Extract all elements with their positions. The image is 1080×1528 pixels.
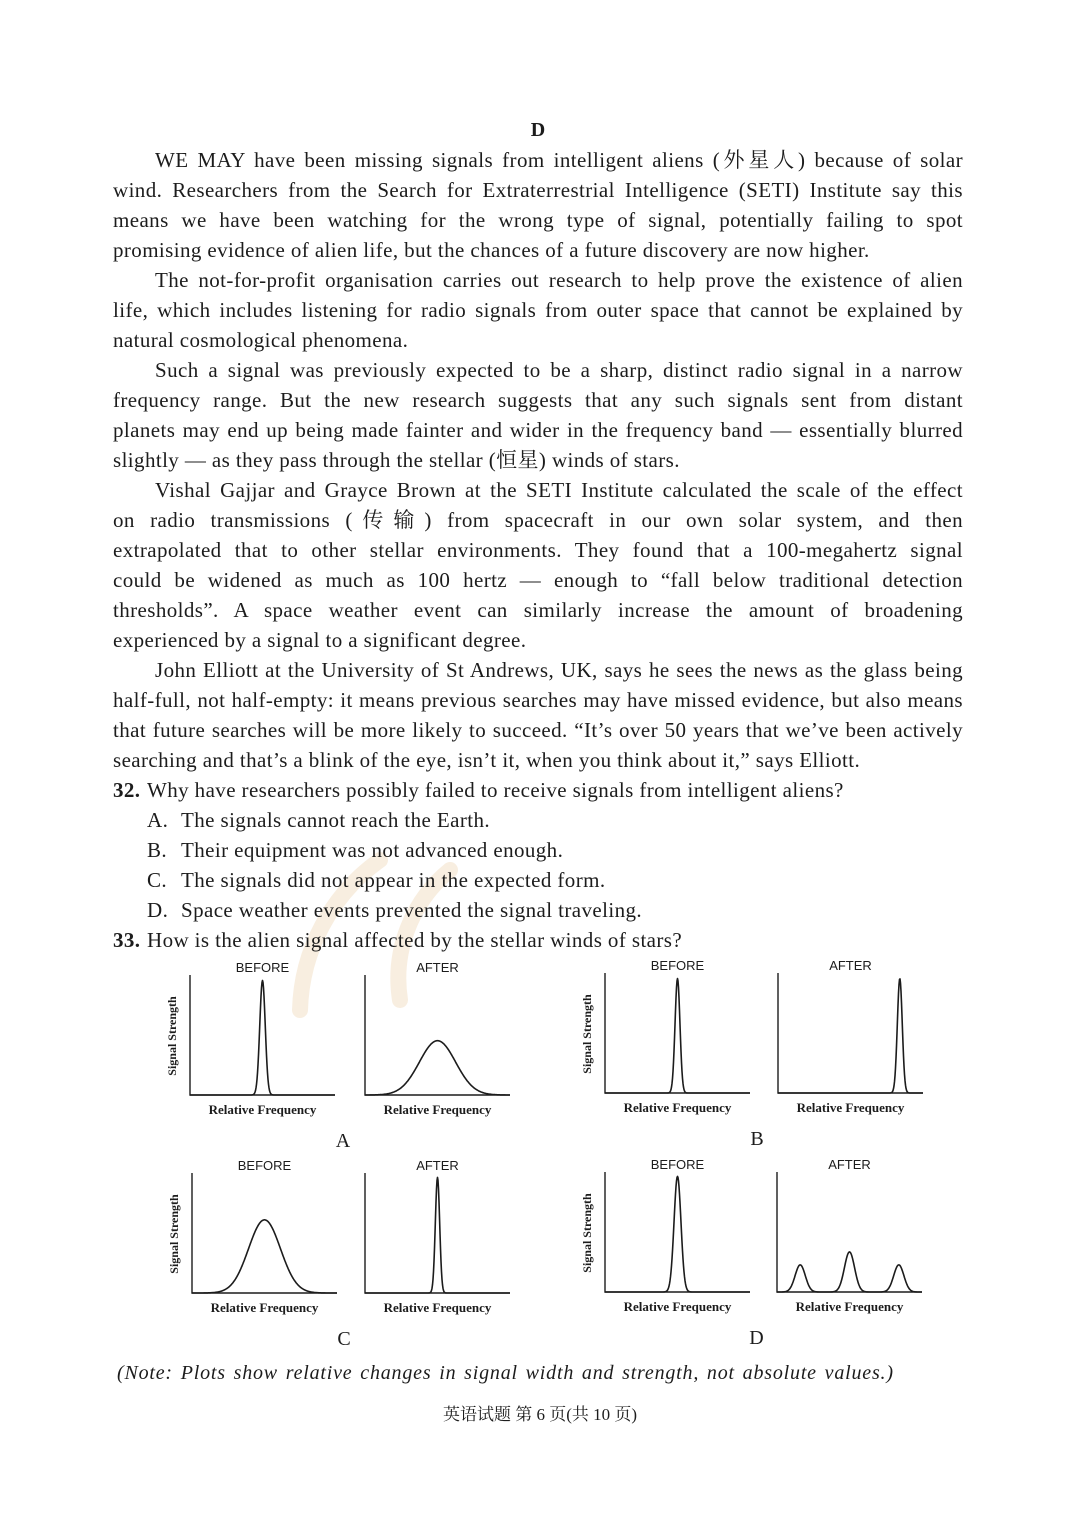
passage-line: experienced by a signal to a significant degree.: [113, 628, 527, 652]
passage-line: half-full, not half-empty: it means previous searches may have missed evidence, but also means: [113, 688, 963, 712]
option-c-after-x-axis-label: Relative Frequency: [383, 1300, 492, 1315]
option-d-letter: D: [749, 1327, 764, 1349]
question-number: 32.: [113, 778, 141, 802]
option-c-before-title: BEFORE: [237, 1158, 292, 1173]
option-b-after-x-axis-label: Relative Frequency: [796, 1100, 905, 1115]
option-d-before-axes: [605, 1172, 750, 1292]
paragraph-4: [113, 475, 963, 655]
option-b-before-title: BEFORE: [650, 958, 705, 973]
passage-line: Such a signal was previously expected to be a sharp, distinct radio signal in a narrow: [155, 358, 963, 382]
option-c-after-signal-curve: [365, 1177, 510, 1293]
option-a-before-title: BEFORE: [235, 960, 290, 975]
passage-line: extrapolated that to other stellar environments. They found that a 100-megahertz signal: [113, 538, 963, 562]
passage-line: wind. Researchers from the Search for Extraterrestrial Intelligence (SETI) Institute say this: [113, 178, 963, 202]
option-a-before-signal-curve: [190, 981, 335, 1096]
question-text: Why have researchers possibly failed to receive signals from intelligent aliens?: [147, 778, 844, 802]
option-b: [113, 835, 963, 865]
option-c-before-plot: [192, 1158, 337, 1315]
passage-line: could be widened as much as 100 hertz — enough to “fall below traditional detection: [113, 568, 963, 592]
option-a-letter: A: [335, 1130, 351, 1152]
passage-line: searching and that’s a blink of the eye, isn’t it, when you think about it,” says Elliott.: [113, 748, 861, 772]
option-a-after-axes: [365, 975, 510, 1095]
option-d-after-plot: [777, 1157, 922, 1314]
option-d-after-axes: [777, 1172, 922, 1292]
passage-line: natural cosmological phenomena.: [113, 328, 409, 352]
option-d-after-title: AFTER: [828, 1157, 871, 1172]
question-33-signal-plots: [0, 950, 1080, 1370]
option-c-before-x-axis-label: Relative Frequency: [210, 1300, 319, 1315]
option-a-after-signal-curve: [365, 1041, 510, 1095]
option-b-after-signal-curve: [778, 979, 923, 1093]
option-c-after-plot: [365, 1158, 510, 1315]
option-d-plots: [580, 1157, 922, 1349]
option-b-before-plot: [605, 958, 750, 1115]
option-a-after-title: AFTER: [416, 960, 459, 975]
passage-line: promising evidence of alien life, but the chances of a future discovery are now higher.: [113, 238, 870, 262]
question-32: [113, 775, 963, 925]
y-axis-label: Signal Strength: [165, 996, 179, 1076]
passage-line: Vishal Gajjar and Grayce Brown at the SETI Institute calculated the scale of the effect: [155, 478, 963, 502]
passage-line: life, which includes listening for radio signals from outer space that cannot be explained by: [113, 298, 963, 322]
passage-line: frequency range. But the new research suggests that any such signals sent from distant: [113, 388, 963, 412]
option-d: [113, 895, 963, 925]
y-axis-label: Signal Strength: [580, 994, 594, 1074]
passage-line: planets may end up being made fainter and wider in the frequency band — essentially blurred: [113, 418, 963, 442]
paragraph-2: [113, 265, 963, 355]
passage-line: John Elliott at the University of St Andrews, UK, says he sees the news as the glass being: [155, 658, 963, 682]
option-a-before-x-axis-label: Relative Frequency: [208, 1102, 317, 1117]
passage-line: slightly — as they pass through the stellar (恒星) winds of stars.: [113, 448, 680, 472]
option-b-before-x-axis-label: Relative Frequency: [623, 1100, 732, 1115]
question-number: 33.: [113, 928, 141, 952]
passage-line: that future searches will be more likely to succeed. “It’s over 50 years that we’ve been actively: [113, 718, 963, 742]
option-c: [113, 865, 963, 895]
option-d-after-x-axis-label: Relative Frequency: [795, 1299, 904, 1314]
option-d-before-title: BEFORE: [650, 1157, 705, 1172]
passage-line: means we have been watching for the wrong type of signal, potentially failing to spot: [113, 208, 963, 232]
option-d-after-signal-curve: [777, 1252, 922, 1292]
y-axis-label: Signal Strength: [580, 1193, 594, 1273]
option-b-before-axes: [605, 973, 750, 1093]
option-a-before-axes: [190, 975, 335, 1095]
option-c-plots: [167, 1158, 510, 1350]
option-b-letter: B: [750, 1128, 764, 1150]
option-text: The signals did not appear in the expected form.: [181, 868, 606, 892]
option-b-after-plot: [778, 958, 923, 1115]
option-a-after-plot: [365, 960, 510, 1117]
paragraph-5: [113, 655, 963, 775]
option-a-before-plot: [190, 960, 335, 1117]
figure-note: (Note: Plots show relative changes in signal width and strength, not absolute values.): [117, 1362, 894, 1384]
option-c-before-signal-curve: [192, 1220, 337, 1293]
question-stem: [113, 775, 963, 805]
option-a-after-x-axis-label: Relative Frequency: [383, 1102, 492, 1117]
section-heading: D: [530, 119, 546, 141]
option-c-after-title: AFTER: [416, 1158, 459, 1173]
option-letter: A.: [147, 808, 169, 832]
option-b-plots: [580, 958, 923, 1150]
option-d-before-x-axis-label: Relative Frequency: [623, 1299, 732, 1314]
passage-line: on radio transmissions (传输) from spacecraft in our own solar system, and then: [113, 508, 963, 532]
option-c-after-axes: [365, 1173, 510, 1293]
option-c-letter: C: [337, 1328, 351, 1350]
paragraph-3: [113, 355, 963, 475]
option-letter: B.: [147, 838, 168, 862]
option-d-before-signal-curve: [605, 1176, 750, 1292]
option-b-before-signal-curve: [605, 979, 750, 1094]
y-axis-label: Signal Strength: [167, 1194, 181, 1274]
option-a-plots: [165, 960, 510, 1152]
page-footer: 英语试题 第 6 页(共 10 页): [442, 1405, 638, 1424]
option-text: Space weather events prevented the signal traveling.: [181, 898, 643, 922]
paragraph-1: [113, 145, 963, 265]
option-letter: D.: [147, 898, 169, 922]
passage-line: WE MAY have been missing signals from intelligent aliens (外星人) because of solar: [155, 148, 963, 172]
passage-line: thresholds”. A space weather event can similarly increase the amount of broadening: [113, 598, 963, 622]
option-d-before-plot: [605, 1157, 750, 1314]
option-a: [113, 805, 963, 835]
option-c-before-axes: [192, 1173, 337, 1293]
option-b-after-title: AFTER: [829, 958, 872, 973]
reading-passage: [113, 115, 963, 955]
question-text: How is the alien signal affected by the stellar winds of stars?: [147, 928, 683, 952]
option-text: Their equipment was not advanced enough.: [181, 838, 564, 862]
option-letter: C.: [147, 868, 168, 892]
passage-line: The not-for-profit organisation carries out research to help prove the existence of alien: [155, 268, 963, 292]
option-text: The signals cannot reach the Earth.: [181, 808, 491, 832]
